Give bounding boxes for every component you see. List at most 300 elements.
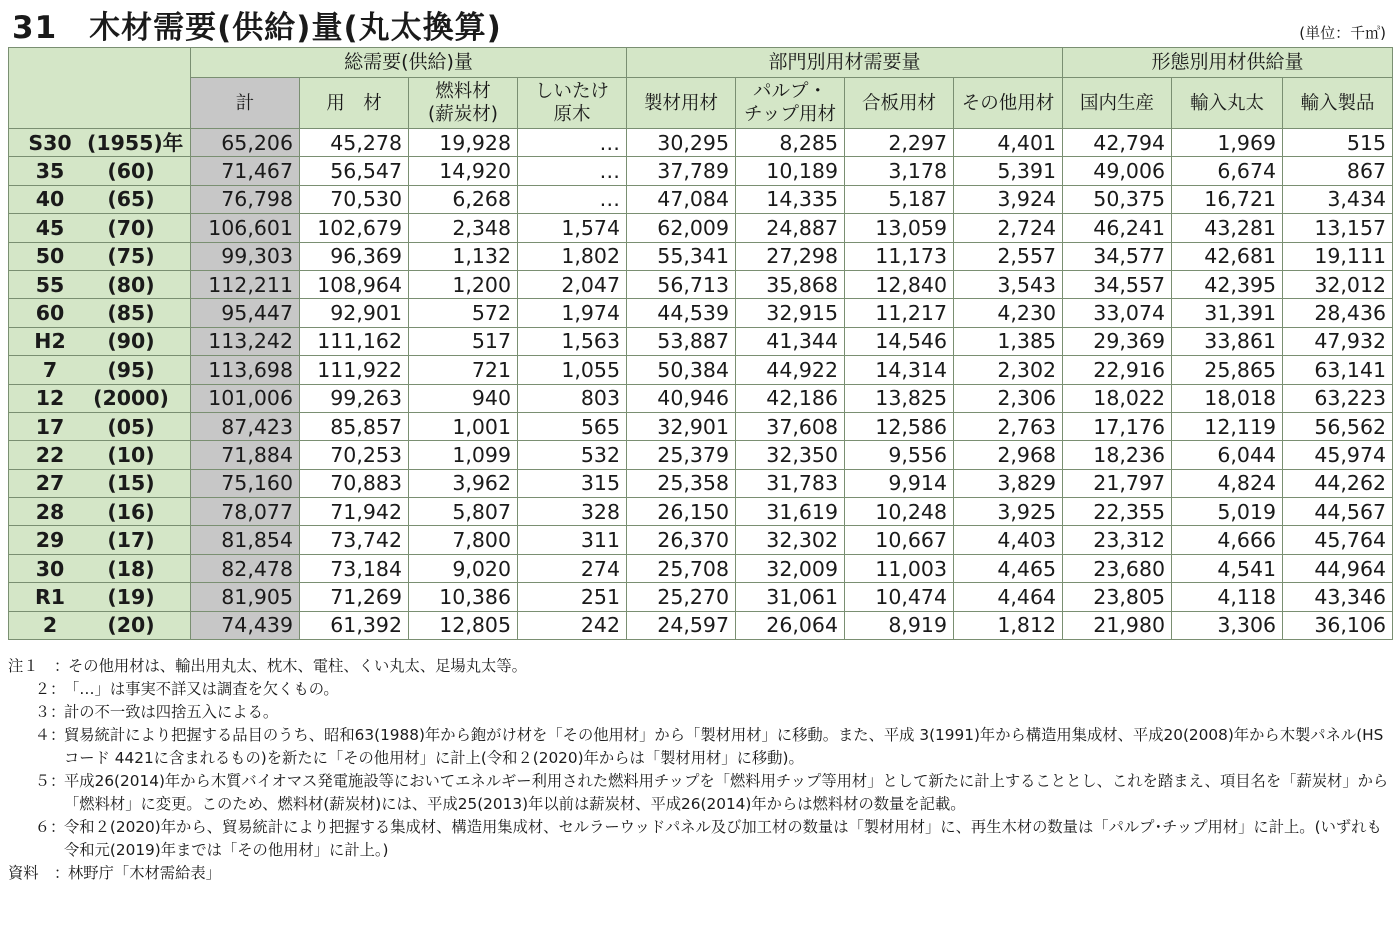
western-year: (95): [107, 357, 155, 382]
cell-import-product: 44,262: [1283, 469, 1393, 497]
cell-other: 4,465: [954, 554, 1063, 582]
cell-pulp: 42,186: [736, 384, 845, 412]
note-item: [8, 655, 1394, 678]
cell-pulp: 31,061: [736, 583, 845, 611]
note-label: 資料: [8, 864, 39, 882]
era-year: 22: [35, 442, 65, 467]
cell-import-log: 12,119: [1172, 412, 1283, 440]
table-row: [9, 469, 1393, 497]
cell-total: 101,006: [191, 384, 300, 412]
cell-timber: 96,369: [300, 242, 409, 270]
cell-lumber: 40,946: [627, 384, 736, 412]
row-year-cell: [9, 185, 191, 213]
cell-other: 3,925: [954, 498, 1063, 526]
table-row: [9, 214, 1393, 242]
note-text: 令和２(2020)年から、貿易統計により把握する集成材、構造用集成材、セルラーウッドパネル及び加工材の数量は「製材用材」に、再生木材の数量は「パルプ･チップ用材」に計上。(いずれも令和元(2019)年までは「その他用材」に計上。): [64, 818, 1382, 859]
row-year-cell: [9, 583, 191, 611]
note-separator: ：: [50, 703, 66, 721]
western-year: (20): [107, 613, 155, 638]
note-text: 貿易統計により把握する品目のうち、昭和63(1988)年から鉋がけ材を「その他用材」から「製材用材」に移動。また、平成 3(1991)年から構造用集成材、平成20(2008)年から木製パネル(HSコード 4421に含まれるもの)を新たに「その他用材」に計上(令和２(2020)年からは「製材用材」に移動)。: [64, 726, 1384, 767]
cell-other: 4,464: [954, 583, 1063, 611]
era-year: 12: [35, 386, 65, 411]
cell-shiitake: 315: [518, 469, 627, 497]
table-row: [9, 498, 1393, 526]
cell-other: 4,401: [954, 129, 1063, 157]
table-body: [9, 129, 1393, 640]
col-fuel-header: 燃料材 (薪炭材): [409, 78, 518, 129]
note-separator: ：: [54, 864, 70, 882]
cell-lumber: 53,887: [627, 327, 736, 355]
cell-lumber: 25,358: [627, 469, 736, 497]
note-text: 「…」は事実不詳又は調査を欠くもの。: [64, 680, 339, 698]
table-row: [9, 611, 1393, 639]
table-row: [9, 554, 1393, 582]
cell-timber: 102,679: [300, 214, 409, 242]
cell-shiitake: …: [518, 129, 627, 157]
cell-other: 2,968: [954, 441, 1063, 469]
row-year-cell: [9, 242, 191, 270]
cell-shiitake: 1,055: [518, 356, 627, 384]
row-year-cell: [9, 412, 191, 440]
cell-total: 74,439: [191, 611, 300, 639]
cell-import-product: 56,562: [1283, 412, 1393, 440]
cell-other: 3,924: [954, 185, 1063, 213]
corner-cell: [9, 48, 191, 129]
cell-plywood: 12,840: [845, 270, 954, 298]
cell-total: 75,160: [191, 469, 300, 497]
cell-import-log: 42,395: [1172, 270, 1283, 298]
cell-shiitake: …: [518, 185, 627, 213]
cell-import-product: 867: [1283, 157, 1393, 185]
cell-fuel: 10,386: [409, 583, 518, 611]
western-year: (65): [107, 187, 155, 212]
cell-timber: 111,162: [300, 327, 409, 355]
note-separator: ：: [54, 657, 70, 675]
cell-plywood: 11,173: [845, 242, 954, 270]
row-year-cell: [9, 129, 191, 157]
row-year-cell: [9, 327, 191, 355]
cell-lumber: 32,901: [627, 412, 736, 440]
cell-total: 71,884: [191, 441, 300, 469]
row-year-cell: [9, 356, 191, 384]
cell-shiitake: 242: [518, 611, 627, 639]
note-label: ３: [34, 703, 50, 721]
cell-shiitake: 803: [518, 384, 627, 412]
cell-shiitake: 274: [518, 554, 627, 582]
cell-lumber: 25,270: [627, 583, 736, 611]
cell-other: 2,763: [954, 412, 1063, 440]
page-title: 31 木材需要(供給)量(丸太換算): [12, 10, 502, 46]
cell-total: 81,905: [191, 583, 300, 611]
cell-pulp: 27,298: [736, 242, 845, 270]
col-pulp-header: パルプ・ チップ用材: [736, 78, 845, 129]
cell-plywood: 9,914: [845, 469, 954, 497]
row-year-cell: [9, 554, 191, 582]
cell-import-log: 3,306: [1172, 611, 1283, 639]
note-label: ２: [34, 680, 50, 698]
cell-fuel: 1,200: [409, 270, 518, 298]
cell-import-log: 4,666: [1172, 526, 1283, 554]
cell-fuel: 940: [409, 384, 518, 412]
note-item: [8, 678, 1394, 701]
cell-plywood: 9,556: [845, 441, 954, 469]
table-row: [9, 185, 1393, 213]
cell-fuel: 19,928: [409, 129, 518, 157]
era-year: 55: [35, 272, 65, 297]
row-year-cell: [9, 214, 191, 242]
source-note: [8, 862, 1394, 885]
cell-fuel: 1,001: [409, 412, 518, 440]
cell-import-product: 63,141: [1283, 356, 1393, 384]
row-year-cell: [9, 270, 191, 298]
cell-pulp: 14,335: [736, 185, 845, 213]
cell-shiitake: 328: [518, 498, 627, 526]
cell-plywood: 11,217: [845, 299, 954, 327]
cell-timber: 45,278: [300, 129, 409, 157]
cell-domestic: 33,074: [1063, 299, 1172, 327]
group-form-header: 形態別用材供給量: [1063, 48, 1393, 78]
cell-pulp: 37,608: [736, 412, 845, 440]
note-label: ４: [34, 726, 50, 744]
cell-domestic: 18,236: [1063, 441, 1172, 469]
cell-fuel: 9,020: [409, 554, 518, 582]
cell-lumber: 30,295: [627, 129, 736, 157]
cell-import-product: 13,157: [1283, 214, 1393, 242]
cell-timber: 73,742: [300, 526, 409, 554]
cell-shiitake: …: [518, 157, 627, 185]
col-shiitake-header: しいたけ 原木: [518, 78, 627, 129]
cell-fuel: 1,132: [409, 242, 518, 270]
cell-timber: 61,392: [300, 611, 409, 639]
era-year: H2: [34, 329, 66, 354]
cell-pulp: 10,189: [736, 157, 845, 185]
cell-plywood: 5,187: [845, 185, 954, 213]
note-item: [8, 816, 1394, 862]
era-year: R1: [34, 584, 66, 609]
cell-fuel: 5,807: [409, 498, 518, 526]
group-total-header: 総需要(供給)量: [191, 48, 627, 78]
cell-shiitake: 1,563: [518, 327, 627, 355]
cell-import-log: 31,391: [1172, 299, 1283, 327]
cell-total: 95,447: [191, 299, 300, 327]
cell-pulp: 35,868: [736, 270, 845, 298]
cell-pulp: 31,619: [736, 498, 845, 526]
cell-import-log: 4,541: [1172, 554, 1283, 582]
col-timber-header: 用 材: [300, 78, 409, 129]
cell-pulp: 32,350: [736, 441, 845, 469]
cell-lumber: 37,789: [627, 157, 736, 185]
cell-domestic: 42,794: [1063, 129, 1172, 157]
cell-timber: 99,263: [300, 384, 409, 412]
cell-other: 1,385: [954, 327, 1063, 355]
cell-import-product: 32,012: [1283, 270, 1393, 298]
cell-fuel: 3,962: [409, 469, 518, 497]
note-label: ５: [34, 772, 50, 790]
western-year: (1955)年: [87, 130, 184, 155]
cell-timber: 71,942: [300, 498, 409, 526]
note-separator: ：: [50, 726, 66, 744]
cell-plywood: 10,474: [845, 583, 954, 611]
cell-total: 99,303: [191, 242, 300, 270]
era-year: 28: [35, 499, 65, 524]
western-year: (60): [107, 159, 155, 184]
table-row: [9, 356, 1393, 384]
col-total-header: 計: [191, 78, 300, 129]
cell-other: 2,557: [954, 242, 1063, 270]
cell-domestic: 49,006: [1063, 157, 1172, 185]
col-lumber-header: 製材用材: [627, 78, 736, 129]
cell-pulp: 44,922: [736, 356, 845, 384]
cell-lumber: 26,370: [627, 526, 736, 554]
western-year: (80): [107, 272, 155, 297]
cell-plywood: 13,059: [845, 214, 954, 242]
cell-domestic: 29,369: [1063, 327, 1172, 355]
notes-section: [8, 655, 1394, 885]
cell-other: 4,230: [954, 299, 1063, 327]
col-import-product-header: 輸入製品: [1283, 78, 1393, 129]
cell-import-log: 5,019: [1172, 498, 1283, 526]
cell-pulp: 24,887: [736, 214, 845, 242]
note-separator: ：: [50, 772, 66, 790]
cell-plywood: 10,248: [845, 498, 954, 526]
table-row: [9, 270, 1393, 298]
western-year: (10): [107, 442, 155, 467]
western-year: (75): [107, 244, 155, 269]
row-year-cell: [9, 384, 191, 412]
cell-fuel: 572: [409, 299, 518, 327]
cell-import-product: 63,223: [1283, 384, 1393, 412]
cell-timber: 111,922: [300, 356, 409, 384]
cell-domestic: 23,312: [1063, 526, 1172, 554]
cell-shiitake: 1,802: [518, 242, 627, 270]
table-row: [9, 412, 1393, 440]
cell-timber: 70,530: [300, 185, 409, 213]
cell-shiitake: 1,974: [518, 299, 627, 327]
cell-shiitake: 1,574: [518, 214, 627, 242]
cell-lumber: 62,009: [627, 214, 736, 242]
cell-import-product: 44,567: [1283, 498, 1393, 526]
cell-domestic: 17,176: [1063, 412, 1172, 440]
era-year: 2: [42, 613, 58, 638]
note-text: 平成26(2014)年から木質バイオマス発電施設等においてエネルギー利用された燃料用チップを「燃料用チップ等用材」として新たに計上することとし、これを踏まえ、項目名を「薪炭材」から「燃料材」に変更。このため、燃料材(薪炭材)には、平成25(2013)年以前は薪炭材、平成26(2014)年からは燃料材の数量を記載。: [64, 772, 1389, 813]
cell-total: 78,077: [191, 498, 300, 526]
cell-import-product: 515: [1283, 129, 1393, 157]
cell-import-log: 6,044: [1172, 441, 1283, 469]
cell-timber: 108,964: [300, 270, 409, 298]
note-item: [8, 770, 1394, 816]
cell-import-product: 3,434: [1283, 185, 1393, 213]
cell-plywood: 3,178: [845, 157, 954, 185]
table-row: [9, 327, 1393, 355]
col-import-log-header: 輸入丸太: [1172, 78, 1283, 129]
cell-total: 87,423: [191, 412, 300, 440]
cell-import-log: 33,861: [1172, 327, 1283, 355]
cell-fuel: 517: [409, 327, 518, 355]
cell-lumber: 55,341: [627, 242, 736, 270]
cell-domestic: 46,241: [1063, 214, 1172, 242]
cell-pulp: 32,915: [736, 299, 845, 327]
row-year-cell: [9, 157, 191, 185]
cell-import-product: 28,436: [1283, 299, 1393, 327]
era-year: 35: [35, 159, 65, 184]
cell-domestic: 23,805: [1063, 583, 1172, 611]
cell-import-product: 44,964: [1283, 554, 1393, 582]
cell-other: 2,724: [954, 214, 1063, 242]
cell-fuel: 6,268: [409, 185, 518, 213]
cell-import-product: 45,974: [1283, 441, 1393, 469]
cell-import-product: 19,111: [1283, 242, 1393, 270]
cell-import-product: 47,932: [1283, 327, 1393, 355]
cell-timber: 56,547: [300, 157, 409, 185]
western-year: (2000): [93, 386, 169, 411]
cell-plywood: 13,825: [845, 384, 954, 412]
row-year-cell: [9, 526, 191, 554]
cell-domestic: 18,022: [1063, 384, 1172, 412]
cell-pulp: 32,302: [736, 526, 845, 554]
era-year: 7: [42, 357, 58, 382]
cell-plywood: 8,919: [845, 611, 954, 639]
era-year: 30: [35, 556, 65, 581]
cell-pulp: 26,064: [736, 611, 845, 639]
col-other-header: その他用材: [954, 78, 1063, 129]
cell-shiitake: 565: [518, 412, 627, 440]
cell-pulp: 41,344: [736, 327, 845, 355]
cell-plywood: 14,546: [845, 327, 954, 355]
cell-total: 113,698: [191, 356, 300, 384]
cell-fuel: 721: [409, 356, 518, 384]
cell-domestic: 21,980: [1063, 611, 1172, 639]
cell-import-log: 4,824: [1172, 469, 1283, 497]
cell-timber: 71,269: [300, 583, 409, 611]
era-year: 17: [35, 414, 65, 439]
cell-total: 112,211: [191, 270, 300, 298]
table-row: [9, 299, 1393, 327]
cell-other: 3,543: [954, 270, 1063, 298]
cell-plywood: 11,003: [845, 554, 954, 582]
era-year: 27: [35, 471, 65, 496]
cell-timber: 73,184: [300, 554, 409, 582]
cell-other: 2,302: [954, 356, 1063, 384]
note-separator: ：: [50, 680, 66, 698]
cell-other: 5,391: [954, 157, 1063, 185]
note-label: ６: [34, 818, 50, 836]
cell-shiitake: 2,047: [518, 270, 627, 298]
cell-import-product: 43,346: [1283, 583, 1393, 611]
cell-plywood: 12,586: [845, 412, 954, 440]
cell-lumber: 56,713: [627, 270, 736, 298]
cell-domestic: 21,797: [1063, 469, 1172, 497]
note-label: 注１: [8, 657, 39, 675]
cell-plywood: 14,314: [845, 356, 954, 384]
note-text: その他用材は、輸出用丸太、枕木、電柱、くい丸太、足場丸太等。: [68, 657, 527, 675]
cell-shiitake: 311: [518, 526, 627, 554]
western-year: (70): [107, 215, 155, 240]
western-year: (17): [107, 528, 155, 553]
unit-label: (単位：千㎥): [1299, 24, 1386, 42]
cell-total: 65,206: [191, 129, 300, 157]
cell-lumber: 25,708: [627, 554, 736, 582]
cell-domestic: 22,916: [1063, 356, 1172, 384]
western-year: (85): [107, 301, 155, 326]
cell-total: 71,467: [191, 157, 300, 185]
cell-pulp: 32,009: [736, 554, 845, 582]
era-year: 29: [35, 528, 65, 553]
cell-import-product: 45,764: [1283, 526, 1393, 554]
cell-fuel: 12,805: [409, 611, 518, 639]
cell-pulp: 8,285: [736, 129, 845, 157]
table-row: [9, 242, 1393, 270]
cell-shiitake: 251: [518, 583, 627, 611]
note-item: [8, 701, 1394, 724]
cell-import-product: 36,106: [1283, 611, 1393, 639]
group-sector-header: 部門別用材需要量: [627, 48, 1063, 78]
table-row: [9, 441, 1393, 469]
cell-total: 113,242: [191, 327, 300, 355]
cell-fuel: 14,920: [409, 157, 518, 185]
cell-domestic: 23,680: [1063, 554, 1172, 582]
cell-domestic: 34,557: [1063, 270, 1172, 298]
cell-total: 76,798: [191, 185, 300, 213]
cell-timber: 92,901: [300, 299, 409, 327]
table-row: [9, 157, 1393, 185]
cell-fuel: 7,800: [409, 526, 518, 554]
cell-domestic: 22,355: [1063, 498, 1172, 526]
cell-import-log: 18,018: [1172, 384, 1283, 412]
cell-import-log: 25,865: [1172, 356, 1283, 384]
cell-lumber: 24,597: [627, 611, 736, 639]
cell-pulp: 31,783: [736, 469, 845, 497]
western-year: (15): [107, 471, 155, 496]
western-year: (18): [107, 556, 155, 581]
era-year: 40: [35, 187, 65, 212]
cell-total: 82,478: [191, 554, 300, 582]
cell-fuel: 1,099: [409, 441, 518, 469]
cell-lumber: 50,384: [627, 356, 736, 384]
cell-lumber: 44,539: [627, 299, 736, 327]
cell-plywood: 10,667: [845, 526, 954, 554]
cell-import-log: 6,674: [1172, 157, 1283, 185]
cell-timber: 70,883: [300, 469, 409, 497]
cell-domestic: 50,375: [1063, 185, 1172, 213]
note-item: [8, 724, 1394, 770]
cell-total: 81,854: [191, 526, 300, 554]
era-year: S30: [28, 130, 72, 155]
row-year-cell: [9, 469, 191, 497]
row-year-cell: [9, 299, 191, 327]
western-year: (16): [107, 499, 155, 524]
western-year: (19): [107, 584, 155, 609]
note-text: 林野庁「木材需給表」: [68, 864, 221, 882]
era-year: 50: [35, 244, 65, 269]
cell-plywood: 2,297: [845, 129, 954, 157]
era-year: 60: [35, 301, 65, 326]
note-text: 計の不一致は四捨五入による。: [64, 703, 279, 721]
table-row: [9, 129, 1393, 157]
timber-demand-table: [8, 47, 1393, 640]
table-row: [9, 583, 1393, 611]
cell-timber: 85,857: [300, 412, 409, 440]
cell-other: 2,306: [954, 384, 1063, 412]
table-row: [9, 384, 1393, 412]
cell-import-log: 4,118: [1172, 583, 1283, 611]
cell-other: 1,812: [954, 611, 1063, 639]
table-row: [9, 526, 1393, 554]
cell-import-log: 16,721: [1172, 185, 1283, 213]
cell-fuel: 2,348: [409, 214, 518, 242]
cell-import-log: 42,681: [1172, 242, 1283, 270]
cell-lumber: 47,084: [627, 185, 736, 213]
era-year: 45: [35, 215, 65, 240]
